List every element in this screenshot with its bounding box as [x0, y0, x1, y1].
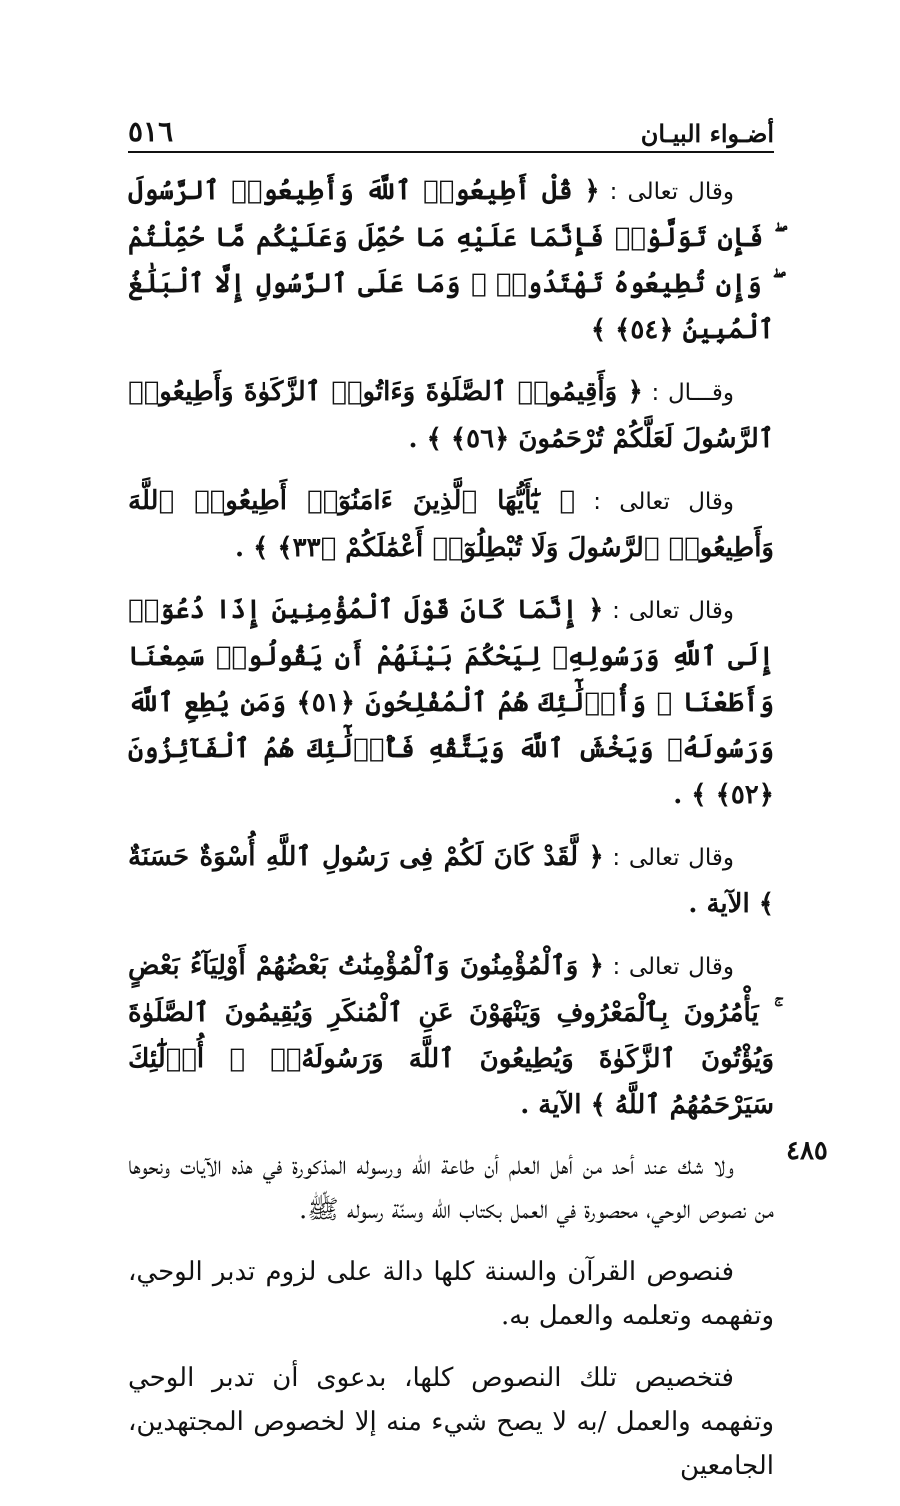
quran-paragraph-5: [128, 834, 774, 927]
paragraph-lead: وقـــال :: [642, 380, 735, 406]
paragraph-lead: وقال تعالى :: [574, 489, 735, 515]
paragraph-tail: .: [673, 780, 692, 810]
quran-paragraph-1: [128, 168, 774, 353]
book-title: أضـواء البيـان: [640, 119, 774, 148]
paragraph-lead: وقال تعالى :: [603, 845, 734, 871]
paragraph-lead: وقال تعالى :: [603, 954, 734, 980]
paragraph-lead: وقال تعالى :: [599, 179, 734, 205]
quran-paragraph-3: [128, 478, 774, 571]
paragraph-tail: الآية .: [520, 1090, 591, 1120]
quran-verse: ﴿ يَٰٓأَيُّهَا ٱلَّذِينَ ءَامَنُوٓا۟ أَطِيعُوا۟ ٱللَّهَ وَأَطِيعُوا۟ ٱلرَّسُولَ وَلَا تُبْطِلُوٓا۟ أَعْمَٰلَكُمْ ﴿٣٣﴾ ﴾: [128, 486, 774, 563]
header-rule: [128, 151, 774, 153]
paragraph-tail: .: [235, 533, 254, 563]
paragraph-tail: الآية .: [688, 889, 759, 919]
body-paragraph-1: ولا شك عند أحد من أهل العلم أن طاعة الله ورسوله المذكورة في هذه الآيات ونحوها من نصوص الوحي، محصورة في العمل بكتاب الله وسنّة رسوله ﷺ.: [128, 1151, 774, 1225]
body-paragraph-3: فتخصيص تلك النصوص كلها، بدعوى أن تدبر الوحي وتفهمه والعمل /به لا يصح شيء منه إلا لخصوص المجتهدين، الجامعين: [128, 1363, 774, 1481]
paragraph-tail: .: [408, 424, 427, 454]
quran-verse: ﴿ قُلْ أَطِيعُوا۟ ٱللَّهَ وَأَطِيعُوا۟ ٱلرَّسُولَ ۖ فَإِن تَوَلَّوْا۟ فَإِنَّمَا عَلَيْهِ مَا حُمِّلَ وَعَلَيْكُم مَّا حُمِّلْتُمْ ۖ وَإِن تُطِيعُوهُ تَهْتَدُوا۟ ۚ وَمَا عَلَى ٱلرَّسُولِ إِلَّا ٱلْبَلَٰغُ ٱلْمُبِينُ ﴿٥٤﴾ ﴾: [128, 176, 774, 345]
page-body: [128, 168, 774, 1506]
page-number: ٥١٦: [128, 115, 174, 148]
body-paragraph-2: فنصوص القرآن والسنة كلها دالة على لزوم تدبر الوحي، وتفهمه وتعلمه والعمل به.: [128, 1257, 774, 1331]
quran-paragraph-4: [128, 587, 774, 818]
quran-verse: ﴿ لَّقَدْ كَانَ لَكُمْ فِى رَسُولِ ٱللَّهِ أُسْوَةٌ حَسَنَةٌ ﴾: [128, 842, 774, 919]
margin-page-reference: ٤٨٥: [786, 1136, 828, 1166]
paragraph-lead: وقال تعالى :: [603, 598, 735, 624]
running-header: [128, 108, 774, 148]
quran-paragraph-6: [128, 943, 774, 1128]
quran-paragraph-2: [128, 369, 774, 462]
quran-verse: ﴿ إِنَّمَا كَانَ قَوْلَ ٱلْمُؤْمِنِينَ إِذَا دُعُوٓا۟ إِلَى ٱللَّهِ وَرَسُولِهِۦ لِيَحْكُمَ بَيْنَهُمْ أَن يَقُولُوا۟ سَمِعْنَا وَأَطَعْنَا ۚ وَأُو۟لَٰٓئِكَ هُمُ ٱلْمُفْلِحُونَ ﴿٥١﴾ وَمَن يُطِعِ ٱللَّهَ وَرَسُولَهُۥ وَيَخْشَ ٱللَّهَ وَيَتَّقْهِ فَأُو۟لَٰٓئِكَ هُمُ ٱلْفَآئِزُونَ ﴿٥٢﴾ ﴾: [128, 595, 774, 810]
quran-verse: ﴿ وَٱلْمُؤْمِنُونَ وَٱلْمُؤْمِنَٰتُ بَعْضُهُمْ أَوْلِيَآءُ بَعْضٍ ۚ يَأْمُرُونَ بِٱلْمَعْرُوفِ وَيَنْهَوْنَ عَنِ ٱلْمُنكَرِ وَيُقِيمُونَ ٱلصَّلَوٰةَ وَيُؤْتُونَ ٱلزَّكَوٰةَ وَيُطِيعُونَ ٱللَّهَ وَرَسُولَهُۥٓ ۚ أُو۟لَٰٓئِكَ سَيَرْحَمُهُمُ ٱللَّهُ ﴾: [128, 951, 774, 1120]
quran-verse: ﴿ وَأَقِيمُوا۟ ٱلصَّلَوٰةَ وَءَاتُوا۟ ٱلزَّكَوٰةَ وَأَطِيعُوا۟ ٱلرَّسُولَ لَعَلَّكُمْ تُرْحَمُونَ ﴿٥٦﴾ ﴾: [128, 377, 774, 454]
